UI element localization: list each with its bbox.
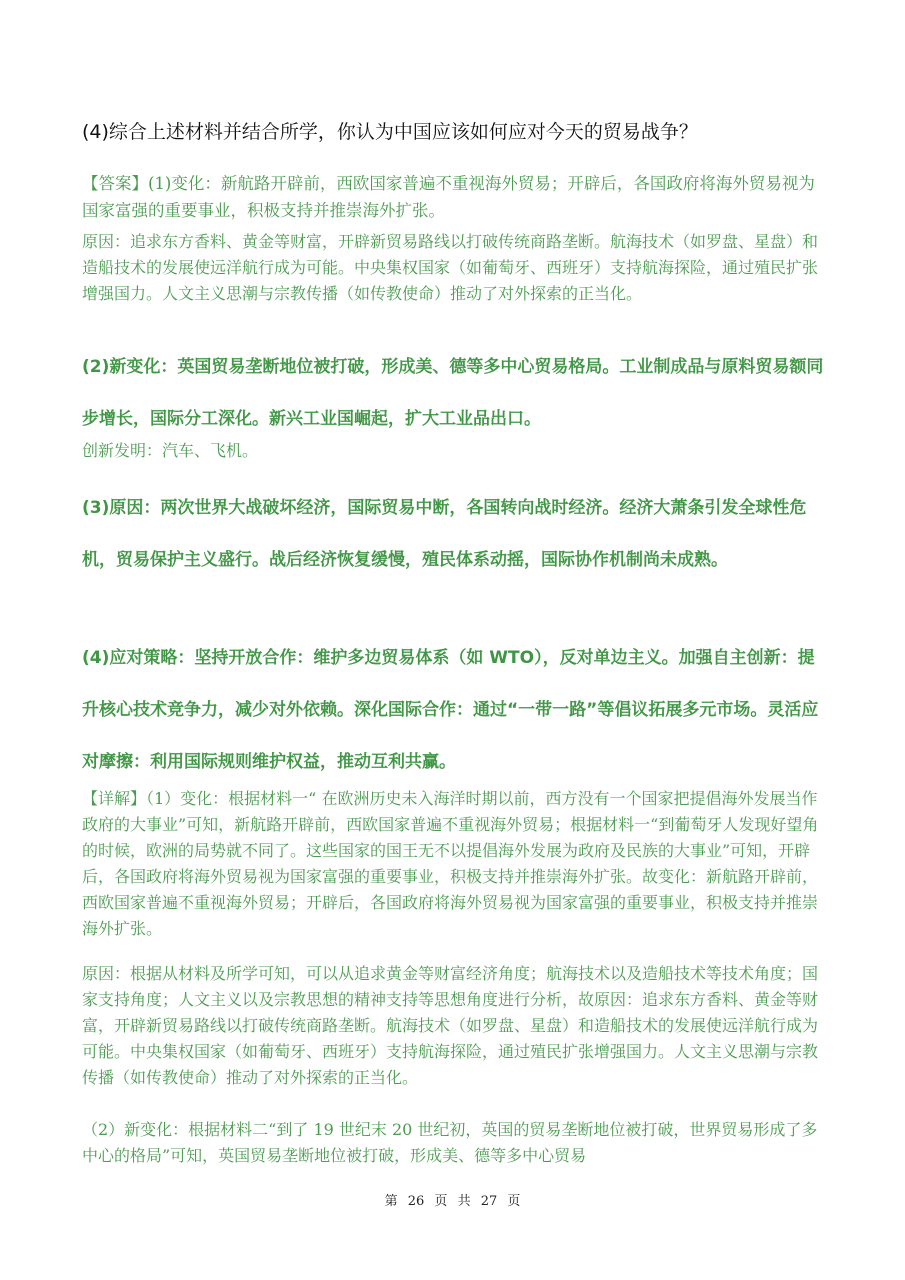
answer-paragraph-4: 创新发明：汽车、飞机。 — [82, 441, 259, 460]
footer-current-page: 26 — [407, 1194, 425, 1209]
footer-suffix: 页 — [507, 1194, 521, 1209]
explanation-paragraph-3: （2）新变化：根据材料二“到了 19 世纪末 20 世纪初，英国的贸易垄断地位被打破，世界贸易形成了多中心的格局”可知，英国贸易垄断地位被打破，形成美、德等多中心贸易 — [82, 1120, 818, 1165]
answer-paragraph-5: (3)原因：两次世界大战破坏经济，国际贸易中断，各国转向战时经济。经济大萧条引发全球性危机，贸易保护主义盛行。战后经济恢复缓慢，殖民体系动摇，国际协作机制尚未成熟。 — [82, 498, 807, 570]
footer-total-pages: 27 — [480, 1194, 498, 1209]
explanation-paragraph-2: 原因：根据从材料及所学可知，可以从追求黄金等财富经济角度；航海技术以及造船技术等技术角度；国家支持角度；人文主义以及宗教思想的精神支持等思想角度进行分析，故原因：追求东方香料、黄金等财富，开辟新贸易路线以打破传统商路垄断。航海技术（如罗盘、星盘）和造船技术的发展使远洋航行成为可能。中央集权国家（如葡萄牙、西班牙）支持航海探险，通过殖民扩张增强国力。人文主义思潮与宗教传播（如传教使命）推动了对外探索的正当化。 — [82, 964, 819, 1087]
answer-paragraph-6: (4)应对策略：坚持开放合作：维护多边贸易体系（如 WTO），反对单边主义。加强自主创新：提升核心技术竞争力，减少对外依赖。深化国际合作：通过“一带一路”等倡议拓展多元市场。灵活应对摩擦：利用国际规则维护权益，推动互利共赢。 — [82, 648, 819, 772]
footer-prefix: 第 — [384, 1194, 398, 1209]
question-text: (4)综合上述材料并结合所学，你认为中国应该如何应对今天的贸易战争？ — [82, 121, 698, 143]
answer-paragraph-3: (2)新变化：英国贸易垄断地位被打破，形成美、德等多中心贸易格局。工业制成品与原料贸易额同步增长，国际分工深化。新兴工业国崛起，扩大工业品出口。 — [82, 357, 824, 429]
answer-paragraph-1: 【答案】(1)变化：新航路开辟前，西欧国家普遍不重视海外贸易；开辟后，各国政府将海外贸易视为国家富强的重要事业，积极支持并推崇海外扩张。 — [82, 174, 815, 220]
page-number-footer — [0, 1190, 905, 1209]
explanation-paragraph-1: 【详解】（1）变化：根据材料一“ 在欧洲历史未入海洋时期以前，西方没有一个国家把提倡海外发展当作政府的大事业”可知，新航路开辟前，西欧国家普遍不重视海外贸易；根据材料一“到葡萄牙人发现好望角的时候，欧洲的局势就不同了。这些国家的国王无不以提倡海外发展为政府及民族的大事业”可知，开辟后，各国政府将海外贸易视为国家富强的重要事业，积极支持并推崇海外扩张。故变化：新航路开辟前，西欧国家普遍不重视海外贸易；开辟后，各国政府将海外贸易视为国家富强的重要事业，积极支持并推崇海外扩张。 — [82, 789, 819, 938]
footer-total-word: 共 — [457, 1194, 471, 1209]
footer-page-word: 页 — [434, 1194, 448, 1209]
answer-paragraph-2: 原因：追求东方香料、黄金等财富，开辟新贸易路线以打破传统商路垄断。航海技术（如罗盘、星盘）和造船技术的发展使远洋航行成为可能。中央集权国家（如葡萄牙、西班牙）支持航海探险，通过殖民扩张增强国力。人文主义思潮与宗教传播（如传教使命）推动了对外探索的正当化。 — [82, 232, 819, 303]
